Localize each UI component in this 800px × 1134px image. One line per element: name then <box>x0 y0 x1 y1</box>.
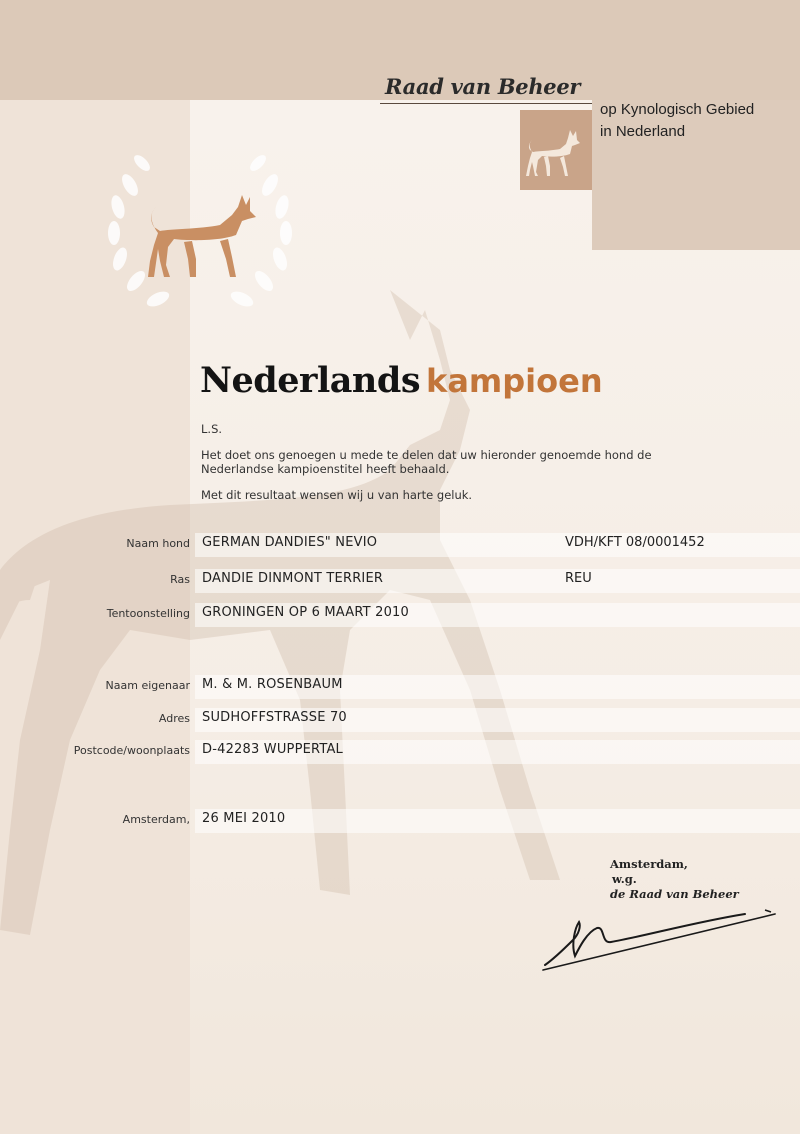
org-subtitle-line2: in Nederland <box>600 123 686 140</box>
laurel-dog-emblem-icon <box>100 145 300 325</box>
show-row <box>0 603 800 627</box>
dog-logo-icon <box>520 110 592 190</box>
headline-main: Nederlands <box>200 360 421 401</box>
issue-date-row <box>0 809 800 833</box>
owner-city-value: D-42283 WUPPERTAL <box>202 742 344 757</box>
dog-breed-value: DANDIE DINMONT TERRIER <box>202 571 384 586</box>
issue-date-value: 26 MEI 2010 <box>202 811 286 826</box>
owner-address-label: Adres <box>158 712 190 725</box>
show-value: GRONINGEN OP 6 MAART 2010 <box>202 605 409 620</box>
owner-name-value: M. & M. ROSENBAUM <box>202 677 343 692</box>
signature-block <box>610 857 739 902</box>
title-rule <box>380 103 592 104</box>
owner-city-label: Postcode/woonplaats <box>73 744 190 757</box>
dog-name-row <box>0 533 800 557</box>
owner-address-value: SUDHOFFSTRASSE 70 <box>202 710 347 725</box>
org-subtitle-line1: op Kynologisch Gebied <box>600 101 755 118</box>
dog-breed-label: Ras <box>170 573 190 586</box>
org-title: Raad van Beheer <box>385 74 581 99</box>
signature-place: Amsterdam, <box>610 857 688 871</box>
owner-address-row <box>0 708 800 732</box>
dog-registration-value: VDH/KFT 08/0001452 <box>565 535 705 550</box>
owner-name-row <box>0 675 800 699</box>
dog-name-label: Naam hond <box>126 537 190 550</box>
dog-sex-value: REU <box>565 571 592 586</box>
letter-salutation: L.S. <box>201 422 223 436</box>
letter-text <box>201 422 671 514</box>
headline-accent: kampioen <box>426 362 603 400</box>
signature-wg: w.g. <box>612 872 637 886</box>
owner-city-row <box>0 740 800 764</box>
logo-box <box>520 110 592 190</box>
issue-place-label: Amsterdam, <box>122 813 190 826</box>
certificate-headline <box>200 360 603 401</box>
owner-name-label: Naam eigenaar <box>105 679 190 692</box>
handwritten-signature-icon <box>535 900 785 975</box>
show-label: Tentoonstelling <box>106 607 190 620</box>
dog-breed-row <box>0 569 800 593</box>
letter-closing: Met dit resultaat wensen wij u van harte geluk. <box>201 488 473 502</box>
dog-name-value: GERMAN DANDIES" NEVIO <box>202 535 378 550</box>
org-subtitle <box>600 99 754 143</box>
signature-authority: de Raad van Beheer <box>610 887 739 901</box>
letter-body: Het doet ons genoegen u mede te delen dat uw hieronder genoemde hond de Nederlandse kampioenstitel heeft behaald. <box>201 448 652 476</box>
